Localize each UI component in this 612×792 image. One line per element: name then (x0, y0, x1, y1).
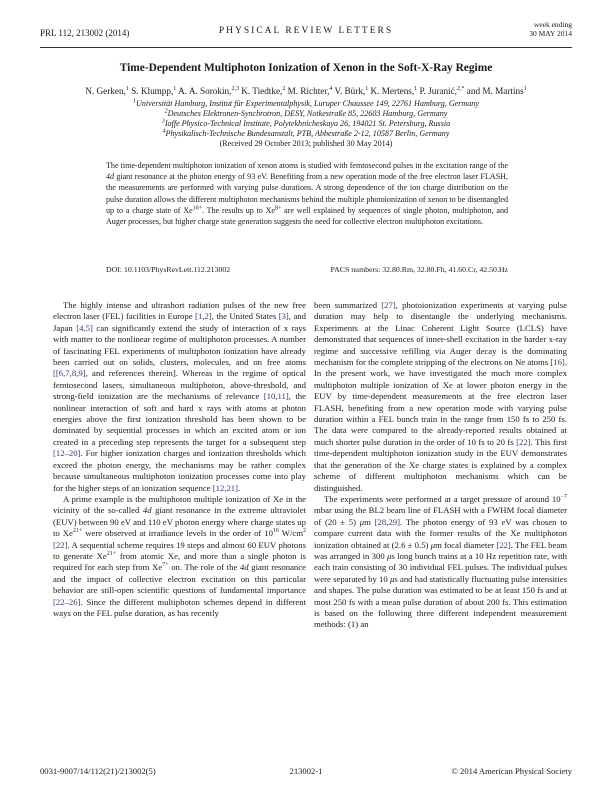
received-dates: (Received 29 October 2013; published 30 May 2014) (219, 139, 393, 149)
body-column-left (53, 300, 306, 619)
citation-link[interactable]: [22–26] (53, 596, 81, 607)
affiliation: $^2$Deutsches Elektronen-Synchrotron, DESY, Notkestraße 85, 22603 Hamburg, Germany (164, 108, 448, 119)
article-title: Time-Dependent Multiphoton Ionization of Xenon in the Soft-X-Ray Regime (119, 62, 493, 74)
abstract: The time-dependent multiphoton ionization of xenon atoms is studied with femtosecond pulses in the excitation range of the 4d giant resonance at the photon energy of 93 eV. Benefiting from a new operation mode of the free electron laser FLASH, the measurements are performed with varying pulse durations. A strong dependence of the ion charge distribution on the pulse duration allows the different multiphoton mechanisms behind the multiple photoionization of xenon to be disentangled up to a charge state of $Xe^{10+}$. The results up to $Xe^{8+}$ are well explained by sequences of single photon, multiphoton, and Auger processes, but higher charge state generation suggests the need for collective electron multiphoton excitations. (106, 161, 509, 227)
journal-reference: PRL 112, 213002 (2014) (40, 28, 130, 38)
citation-link[interactable]: [10,11] (263, 391, 289, 402)
page-footer (40, 766, 572, 780)
affiliation: $^4$Physikalisch-Technische Bundesanstalt, PTB, Abbestraße 2-12, 10587 Berlin, Germany (162, 128, 450, 139)
week-ending-date: 30 MAY 2014 (529, 29, 572, 38)
affiliation: $^3$Ioffe Physico-Technical Institute, Polytekhnicheskaya 26, 194021 St. Petersburg, Russia (161, 118, 451, 129)
body-paragraph: A prime example is the multiphoton multiple ionization of Xe in the vicinity of the so-called 4d giant resonance in the extreme ultraviolet (EUV) between 90 eV and 110 eV photon energy where charge states up to $Xe^{21+}$ were observed at irradiance levels in the order of $10^{16}$ $W/cm^2$ [22]. A sequential scheme requires 19 steps and almost 60 EUV photons to generate $Xe^{21+}$ from atomic Xe, and more than a single photon is required for each step from $Xe^{7+}$ on. The role of the 4d giant resonance and the impact of collective electron excitation on this particular behavior are still-open scientific questions of fundamental importance [22–26]. Since the different multiphoton schemes depend in different ways on the FEL pulse duration, as has recently (53, 493, 307, 618)
author[interactable]: K. Mertens,$^1$ (370, 85, 418, 96)
citation-link[interactable]: [22] (496, 539, 511, 550)
citation-link[interactable]: [[6,7,8,9] (53, 368, 86, 379)
affiliation-list (40, 99, 572, 149)
pacs-numbers: PACS numbers: 32.80.Rm, 32.80.Fh, 41.60.Cr, 42.50.Hz (330, 265, 508, 274)
body-paragraph: been summarized [27], photoionization experiments at varying pulse duration may help to disentangle the underlying mechanisms. Experiments at the Linac Coherent Light Source (LCLS) have demonstrated that sequences of inner-shell excitation in the harder x-ray regime and successive refilling via Auger decay is the dominating mechanism for the complete stripping of the electrons on Ne atoms [16]. In the present work, we have investigated the much more complex multiphoton multiple ionization of Xe at lower photon energy in the EUV by time-dependent measurements at the free electron laser FLASH, benefiting from a new operation mode with varying pulse duration within a FEL bunch train in the range from 150 fs to 250 fs. The data were compared to the already-reported results obtained at much shorter pulse duration in the order of 10 fs to 20 fs [22]. This first time-dependent multiphoton ionization study in the EUV demonstrates that the generation of the Xe charge states is explained by a complex scheme of different multiphoton mechanisms which can be distinguished. (314, 300, 567, 493)
issue-date (529, 20, 572, 38)
citation-link[interactable]: [16] (550, 357, 565, 368)
citation-link[interactable]: [12,21] (212, 482, 239, 493)
author-list (40, 86, 572, 97)
citation-link[interactable]: [1,2] (195, 311, 212, 322)
author[interactable]: M. Richter,$^4$ (287, 85, 333, 96)
journal-name: PHYSICAL REVIEW LETTERS (218, 26, 394, 36)
citation-link[interactable]: [4,5] (76, 322, 93, 333)
citation-link[interactable]: [28,29] (374, 516, 400, 527)
author[interactable]: K. Tiedtke,$^2$ (241, 85, 286, 96)
author[interactable]: V. Bürk,$^1$ (334, 85, 369, 96)
citation-link[interactable]: [22] (53, 539, 68, 550)
author[interactable]: N. Gerken,$^1$ (85, 85, 129, 96)
citation-link[interactable]: [3] (278, 311, 289, 322)
doi-link[interactable]: DOI: 10.1103/PhysRevLett.112.213002 (106, 265, 231, 274)
author[interactable]: A. A. Sorokin,$^{2,3}$ (178, 85, 239, 96)
body-column-right (314, 300, 567, 631)
citation-link[interactable]: [12–20] (53, 448, 81, 459)
body-paragraph: The highly intense and ultrashort radiation pulses of the new free electron laser (FEL) facilities in Europe [1,2], the United States [3], and Japan [4,5] can significantly extend the study of interaction of x rays with matter to the nonlinear regime of multiphoton processes. A number of fascinating FEL experiments of multiphoton ionization have already been carried out on solids, clusters, molecules, and on free atoms [[6,7,8,9], and references therein]. Whereas in the regime of optical femtosecond lasers, simultaneous multiphoton, above-threshold, and strong-field ionization are the mechanisms of relevance [10,11], the nonlinear interaction of soft and hard x rays with atoms at photon energies above the first ionization threshold has been shown to be dominated by sequential processes in which an excited atom or ion created in a preceding step represents the target for a subsequent step [12–20]. For higher ionization charges and ionization thresholds which exceed the photon energy, the mechanisms may be rather complex because simultaneous multiphoton ionization processes come into play for the higher steps of an ionization sequence [12,21]. (53, 300, 306, 493)
author[interactable]: P. Juranić,$^{2,*}$ (419, 85, 465, 96)
page-number: 213002-1 (289, 766, 323, 776)
citation-link[interactable]: [27] (381, 300, 396, 310)
week-ending-label: week ending (533, 20, 572, 29)
issn-code: 0031-9007/14/112(21)/213002(5) (40, 766, 156, 776)
affiliation: $^1$Universität Hamburg, Institut für Experimentalphysik, Luruper Chaussee 149, 22761 Hamburg, Germany (133, 98, 479, 108)
header-rule (40, 47, 572, 48)
author[interactable]: S. Klumpp,$^1$ (131, 85, 177, 96)
copyright-notice: © 2014 American Physical Society (451, 766, 572, 776)
author[interactable]: and M. Martins$^1$ (466, 85, 527, 96)
running-header (40, 20, 572, 46)
body-paragraph: The experiments were performed at a target pressure of around $10^{-7}$ mbar using the BL2 beam line of FLASH with a FWHM focal diameter of (20 ± 5) μm [28,29]. The photon energy of 93 eV was chosen to compare current data with the former results of the Xe multiphoton ionization obtained at (2.6 ± 0.5) μm focal diameter [22]. The FEL beam was arranged in 300 μs long bunch trains at a 10 Hz repetition rate, with each train consisting of 30 individual FEL pulses. The individual pulses were separated by 10 μs and had statistically fluctuating pulse intensities and shapes. The pulse duration was estimated to be at least 150 fs and at most 250 fs with a mean pulse duration of about 200 fs. This estimation is based on the following three different independent measurement methods: (1) an (314, 493, 568, 630)
citation-link[interactable]: [22] (516, 436, 531, 447)
